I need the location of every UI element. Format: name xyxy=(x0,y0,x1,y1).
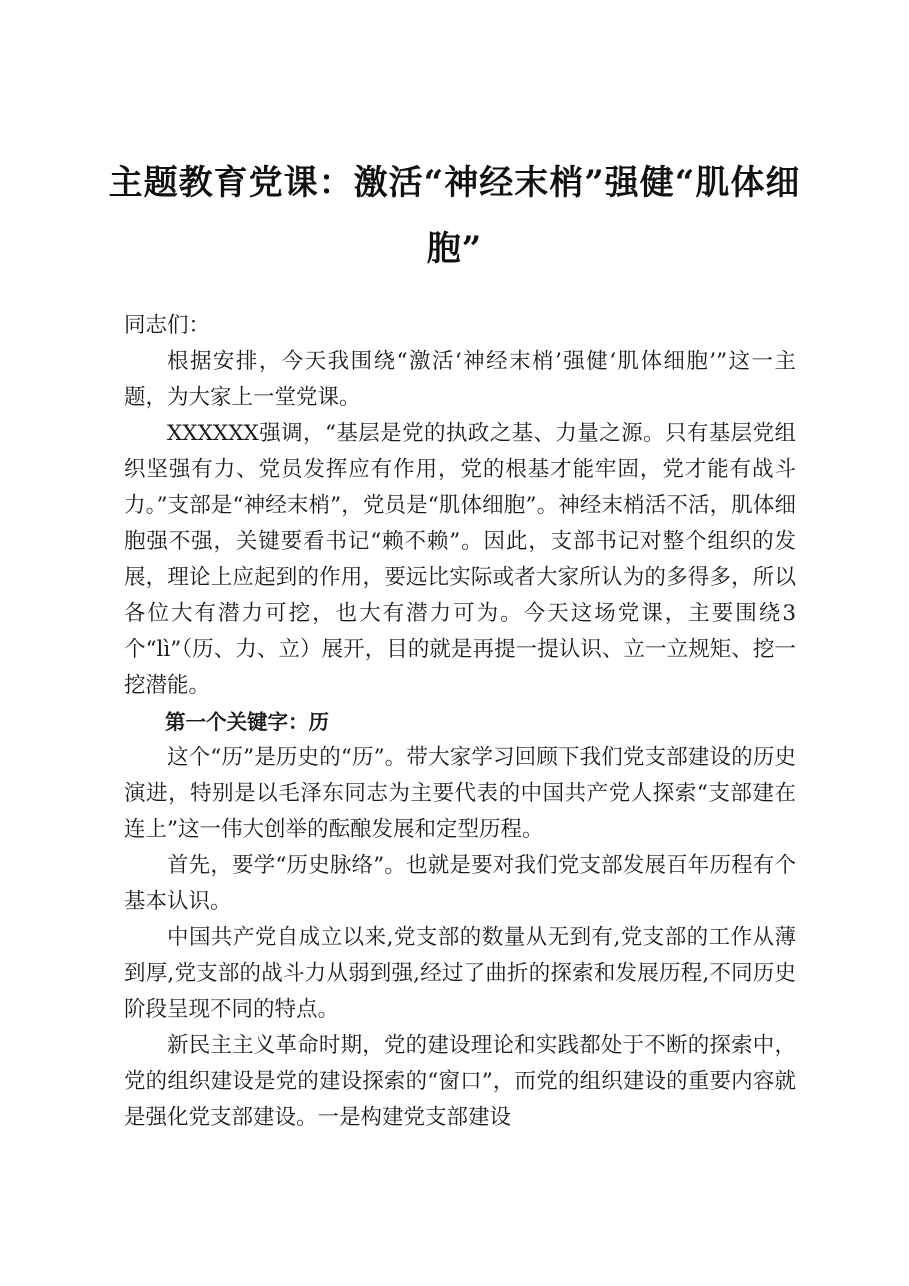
keyword-heading: 第一个关键字：历 xyxy=(165,710,329,734)
salutation: 同志们： xyxy=(124,313,211,338)
document-body xyxy=(124,308,796,1136)
paragraph-new-democracy: 新民主主义革命时期，党的建设理论和实践都处于不断的探索中，党的组织建设是党的建设探索的“窗口”，而党的组织建设的重要内容就是强化党支部建设。一是构建党支部建设 xyxy=(124,1033,796,1130)
paragraph-party-development: 中国共产党自成立以来,党支部的数量从无到有,党支部的工作从薄到厚,党支部的战斗力从弱到强,经过了曲折的探索和发展历程,不同历史阶段呈现不同的特点。 xyxy=(124,925,796,1022)
paragraph-quote: XXXXXX强调，“基层是党的执政之基、力量之源。只有基层党组织坚强有力、党员发挥应有作用，党的根基才能牢固，党才能有战斗力。”支部是“神经末梢”，党员是“肌体细胞”。神经末梢活不活，肌体细胞强不强，关键要看书记“赖不赖”。因此，支部书记对整个组织的发展，理论上应起到的作用，要远比实际或者大家所认为的多得多，所以各位大有潜力可挖，也大有潜力可为。今天这场党课，主要围绕3个“lì”（历、力、立）展开，目的就是再提一提认识、立一立规矩、挖一挖潜能。 xyxy=(124,421,796,698)
paragraph-history-context: 首先，要学“历史脉络”。也就是要对我们党支部发展百年历程有个基本认识。 xyxy=(124,853,796,914)
paragraph-history-meaning: 这个“历”是历史的“历”。带大家学习回顾下我们党支部建设的历史演进，特别是以毛泽东同志为主要代表的中国共产党人探索“支部建在连上”这一伟大创举的酝酿发展和定型历程。 xyxy=(124,745,796,842)
paragraph-intro: 根据安排，今天我围绕“激活‘神经末梢’强健‘肌体细胞’”这一主题，为大家上一堂党课。 xyxy=(124,349,796,410)
document-title: 主题教育党课：激活“神经末梢”强健“肌体细胞” xyxy=(108,163,801,269)
